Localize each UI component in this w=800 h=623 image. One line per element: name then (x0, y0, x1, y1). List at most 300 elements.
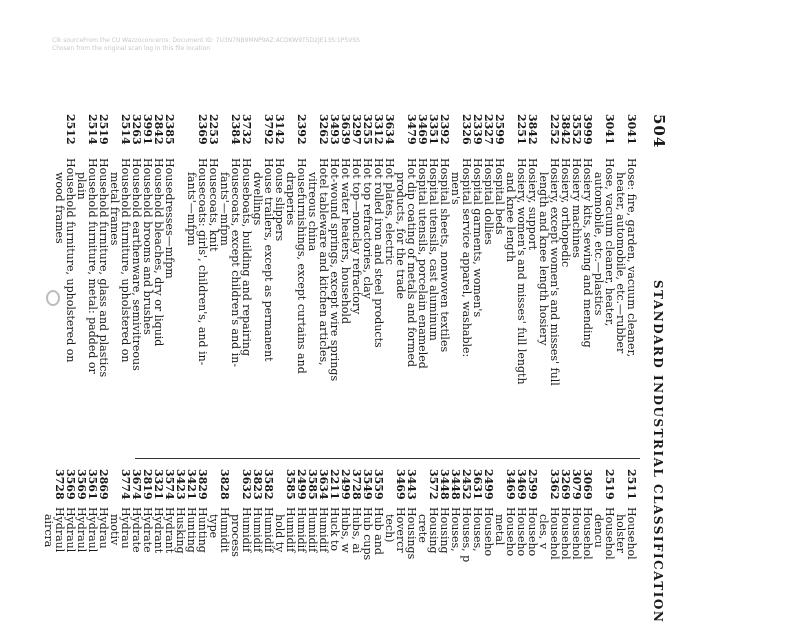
index-entry (65, 469, 76, 610)
index-entry (285, 114, 307, 449)
industry-title (274, 507, 285, 610)
title-line: fants'—mfpm (185, 158, 198, 246)
index-entry (153, 114, 164, 449)
title-line: Household furniture, upholstered on (119, 158, 132, 363)
title-line: Houses, (449, 507, 462, 552)
title-line: House trailers, except as permanent (262, 158, 275, 362)
sic-code: 3828 (218, 469, 231, 500)
industry-title (472, 507, 483, 610)
title-line: Hubs, ai (350, 507, 363, 554)
title-line: Househo (504, 507, 517, 557)
title-line: plain (75, 158, 88, 200)
sic-code: 3582 (262, 469, 275, 500)
index-entry (483, 469, 494, 610)
title-line: Hydrau (97, 507, 110, 549)
sic-code: 3469 (394, 469, 407, 500)
industry-title (153, 507, 164, 610)
index-entry (362, 114, 373, 449)
title-line: products, for the trade (394, 158, 407, 300)
industry-title (263, 507, 274, 610)
industry-title (560, 507, 571, 610)
title-line: draperies (284, 158, 297, 226)
sic-code: 3469 (504, 469, 517, 500)
index-entry (428, 114, 439, 449)
sic-code: 3552 (570, 114, 583, 145)
title-line: dwellings (251, 158, 264, 226)
title-line: Hospital dollies (482, 158, 495, 245)
index-entry (626, 469, 637, 610)
title-line: length and knee length hosiery (537, 158, 550, 346)
sic-code (417, 469, 428, 507)
sic-code: 2514 (86, 114, 99, 145)
sic-code (384, 469, 395, 507)
index-entry (417, 114, 428, 449)
title-line: Hovercr (394, 507, 407, 553)
title-line: wood frames (53, 158, 66, 244)
index-entry (351, 114, 362, 449)
sic-code: 2369 (196, 114, 209, 145)
industry-title (285, 507, 296, 610)
sic-code: 3774 (119, 469, 132, 500)
industry-title (538, 158, 560, 449)
sic-code: 3792 (262, 114, 275, 145)
sic-code: 3634 (383, 114, 396, 145)
sic-code: 2339 (471, 114, 484, 145)
index-entry (153, 469, 164, 610)
sic-code: 2511 (625, 469, 638, 500)
sic-code: 2519 (97, 114, 110, 145)
index-entry (439, 469, 450, 610)
sic-code: 3634 (317, 469, 330, 500)
industry-title (472, 158, 483, 449)
index-entry (384, 469, 395, 610)
title-line: Hydraul (53, 507, 66, 553)
index-entry (76, 469, 87, 610)
index-entry (604, 469, 615, 610)
sic-code: 2499 (339, 469, 352, 500)
industry-title (329, 158, 340, 449)
title-line: Houses, (471, 507, 484, 552)
title-line: Hydrate (130, 507, 143, 553)
industry-title (186, 507, 197, 610)
index-entry (241, 114, 252, 449)
index-entry (527, 114, 538, 449)
title-line: Househol (559, 507, 572, 560)
sic-code: 3632 (240, 469, 253, 500)
industry-title (615, 507, 626, 610)
sic-code: 3423 (174, 469, 187, 500)
index-entry (87, 469, 98, 610)
title-line: Huck to (328, 507, 341, 552)
sic-code: 3469 (515, 469, 528, 500)
sic-code: 3728 (350, 469, 363, 500)
industry-title (219, 158, 241, 449)
index-entry (472, 114, 483, 449)
industry-title (131, 507, 142, 610)
sic-code: 3041 (603, 114, 616, 145)
document-page (42, 114, 668, 623)
industry-title (461, 507, 472, 610)
sic-code: 2251 (515, 114, 528, 145)
sic-code: 3991 (141, 114, 154, 145)
index-entry (252, 114, 274, 449)
sic-code (538, 469, 549, 507)
sic-code: 3823 (251, 469, 264, 500)
industry-title (98, 158, 109, 449)
sic-code: 3479 (405, 114, 418, 145)
sic-code: 3631 (471, 469, 484, 500)
title-line: Housefurnishings, except curtains and (295, 158, 308, 374)
industry-title (516, 507, 527, 610)
title-line: Humidif (306, 507, 319, 553)
industry-title (329, 507, 340, 610)
industry-title (428, 507, 439, 610)
industry-title (43, 507, 54, 610)
industry-title (362, 158, 373, 449)
industry-title (285, 158, 307, 449)
index-entry (98, 114, 109, 449)
sic-code: 2392 (295, 114, 308, 145)
industry-title (483, 158, 494, 449)
sic-code: 2452 (460, 469, 473, 500)
index-entry (274, 469, 285, 610)
title-line: hold ty (273, 507, 286, 553)
index-entry (252, 469, 263, 610)
index-entry (98, 469, 109, 610)
industry-title (208, 158, 219, 449)
index-entry (505, 114, 527, 449)
title-line: tech) (383, 507, 396, 543)
title-line: Hospital utensils, porcelain enameled (416, 158, 429, 369)
index-entry (571, 469, 582, 610)
index-entry (494, 114, 505, 449)
title-line: Househo (526, 507, 539, 557)
scan-header-line: Clk sourceFrom the CU Wazzoconcerns: Document ID: 7U3N7NB9MNP9AZ:ACDKW9T5D2JE13S:1P5VSS (52, 37, 360, 44)
index-entry (395, 469, 406, 610)
title-line: Household furniture, upholstered on (64, 158, 77, 363)
sic-code: 2211 (328, 469, 341, 500)
sic-code: 3312 (372, 114, 385, 145)
title-line: Hospital service apparel, washable: (460, 158, 473, 358)
industry-title (439, 158, 450, 449)
sic-code: 3842 (559, 114, 572, 145)
industry-title (351, 158, 362, 449)
industry-title (450, 507, 461, 610)
index-entry (472, 469, 483, 610)
sic-code: 3351 (427, 114, 440, 145)
sic-code (593, 469, 604, 507)
industry-title (505, 507, 516, 610)
industry-title (87, 507, 98, 610)
sic-code: 3559 (372, 469, 385, 500)
index-entry (373, 469, 384, 610)
sic-code: 3263 (130, 114, 143, 145)
index-entry (329, 114, 340, 449)
index-entry (582, 114, 593, 449)
sic-code: 3493 (328, 114, 341, 145)
title-line: Hot water heaters, household (339, 158, 352, 324)
industry-title (406, 507, 417, 610)
index-entry (483, 114, 494, 449)
sic-code: 3674 (130, 469, 143, 500)
index-entry (615, 114, 637, 449)
industry-title (373, 158, 384, 449)
title-line: Humidif (295, 507, 308, 553)
title-line: Household furniture, glass and plastics (97, 158, 110, 378)
title-line: Hospital garments, women's (471, 158, 484, 318)
index-entry (538, 114, 560, 449)
industry-title (241, 507, 252, 610)
scan-header (52, 37, 532, 53)
title-line: Humidif (251, 507, 264, 553)
index-entry (76, 114, 98, 449)
title-line: Hospital beds (493, 158, 506, 235)
industry-title (65, 507, 76, 610)
industry-title (395, 507, 406, 610)
industry-title (571, 158, 582, 449)
title-line: Hubs, w (339, 507, 352, 553)
sic-code: 2326 (460, 114, 473, 145)
title-line: metal (493, 507, 506, 546)
index-entry (593, 114, 615, 449)
title-line: House slippers (273, 158, 286, 242)
index-entry (109, 114, 131, 449)
title-line: Household brooms and brushes (141, 158, 154, 335)
title-line: metal frames (108, 158, 121, 246)
sic-code: 2599 (526, 469, 539, 500)
sic-code: 2869 (97, 469, 110, 500)
sic-code: 3469 (416, 114, 429, 145)
industry-title (505, 158, 527, 449)
title-line: Hosiery, support (526, 158, 539, 251)
index-entry (208, 469, 219, 610)
sic-code: 2499 (295, 469, 308, 500)
title-line: Househol (581, 507, 594, 560)
industry-title (219, 507, 230, 610)
title-line: Hosiery, except women's and misses' full (548, 158, 561, 386)
sic-code: 3269 (559, 469, 572, 500)
industry-title (76, 158, 98, 449)
industry-title (395, 158, 417, 449)
title-line: Humidit (218, 507, 231, 553)
industry-title (252, 507, 263, 610)
title-line: Hydraul (64, 507, 77, 553)
industry-title (131, 158, 142, 449)
title-line: Househo (515, 507, 528, 557)
sic-code (494, 469, 505, 507)
sic-code (615, 469, 626, 507)
sic-code: 3443 (405, 469, 418, 500)
sic-code: 3448 (449, 469, 462, 500)
industry-title (109, 158, 131, 449)
index-entry (560, 114, 571, 449)
industry-title (252, 158, 274, 449)
title-line: Hot dip coating of metals and formed (405, 158, 418, 368)
title-line: Hose: fire, garden, vacuum cleaner, (625, 158, 638, 358)
index-entry (362, 469, 373, 610)
sic-code: 3999 (581, 114, 594, 145)
column-divider (135, 458, 640, 459)
industry-title (208, 507, 219, 610)
sic-code: 2384 (229, 114, 242, 145)
index-entry (450, 469, 461, 610)
industry-title (164, 507, 175, 610)
industry-title (164, 158, 175, 449)
sic-code: 3639 (339, 114, 352, 145)
title-line: fants'—mfpm (218, 158, 231, 246)
sic-code (43, 469, 54, 507)
sic-code (230, 469, 241, 507)
title-line: Hot plates, electric (383, 158, 396, 265)
index-entry (351, 469, 362, 610)
title-line: process (229, 507, 242, 557)
index-entry (505, 469, 516, 610)
index-entry (230, 469, 241, 610)
sic-code: 3549 (361, 469, 374, 500)
index-entry (131, 469, 142, 610)
index-entry (241, 469, 252, 610)
industry-title (417, 158, 428, 449)
title-line: Hospital sheets, nonwoven textiles (438, 158, 451, 353)
title-line: Hub cups (361, 507, 374, 561)
page-number: 504 (650, 114, 668, 149)
index-entry (197, 469, 208, 610)
title-line: automobile, etc.—plastics (592, 158, 605, 316)
industry-title (351, 507, 362, 610)
sic-code: 2385 (163, 114, 176, 145)
industry-title (153, 158, 164, 449)
industry-title (560, 158, 571, 449)
index-entry (208, 114, 219, 449)
title-line: Hot top—nonclay refractory (350, 158, 363, 315)
sic-code: 2327 (482, 114, 495, 145)
title-line: Hydrant (163, 507, 176, 554)
industry-title (494, 507, 505, 610)
sic-code: 3262 (317, 114, 330, 145)
sic-code: 3255 (361, 114, 374, 145)
index-entry (549, 469, 560, 610)
title-line: Household furniture, metal: padded or (86, 158, 99, 374)
industry-title (373, 507, 384, 610)
index-entry (373, 114, 384, 449)
sic-code: 3574 (163, 469, 176, 500)
title-line: Hydraul (86, 507, 99, 553)
title-line: vitreous china (306, 158, 319, 252)
industry-title (428, 158, 439, 449)
title-line: Househol (570, 507, 583, 560)
industry-title (142, 158, 153, 449)
industry-title (318, 507, 329, 610)
sic-code: 2512 (64, 114, 77, 145)
title-line: Housings (405, 507, 418, 560)
sic-code: 3297 (350, 114, 363, 145)
sic-code: 3079 (570, 469, 583, 500)
industry-title (571, 507, 582, 610)
sic-code: 3728 (53, 469, 66, 500)
index-entry (395, 114, 417, 449)
index-entry (164, 469, 175, 610)
title-line: Hotel tableware and kitchen articles, (317, 158, 330, 366)
sic-code: 3842 (526, 114, 539, 145)
index-entry (219, 469, 230, 610)
industry-title (307, 158, 329, 449)
title-line: Hydrate (141, 507, 154, 553)
title-line: Housing (427, 507, 440, 554)
index-entry (516, 469, 527, 610)
industry-title (593, 158, 615, 449)
index-entry (120, 469, 131, 610)
title-line: Hosiery, women's and misses' full length (515, 158, 528, 385)
industry-title (274, 158, 285, 449)
index-entry (527, 469, 538, 610)
industry-title (175, 507, 186, 610)
index-entry (142, 469, 153, 610)
title-line: Hospital utensils, cast aluminum (427, 158, 440, 341)
industry-title (450, 158, 472, 449)
sic-code: 2514 (119, 114, 132, 145)
title-line: Housecoats, except children's and in- (229, 158, 242, 368)
sic-code: 3069 (581, 469, 594, 500)
index-entry (340, 469, 351, 610)
index-entry (307, 469, 318, 610)
industry-title (197, 507, 208, 610)
sic-code: 2599 (493, 114, 506, 145)
title-line: Humidif (262, 507, 275, 553)
industry-title (494, 158, 505, 449)
title-line: type (207, 507, 220, 539)
sic-code: 3561 (86, 469, 99, 500)
sic-code: 3585 (306, 469, 319, 500)
right-index-column (43, 469, 637, 610)
sic-code: 2519 (603, 469, 616, 500)
sic-code: 2392 (438, 114, 451, 145)
title-line: Hunting (196, 507, 209, 553)
title-line: Househol (625, 507, 638, 560)
title-line: Houses, p (460, 507, 473, 563)
industry-title (362, 507, 373, 610)
industry-title (296, 507, 307, 610)
title-line: and knee length (504, 158, 517, 263)
title-line: Household earthenware, semivitreous (130, 158, 143, 371)
index-entry (54, 114, 76, 449)
title-line: motiv (108, 507, 121, 546)
index-entry (318, 469, 329, 610)
index-entry (417, 469, 428, 610)
index-entry (186, 469, 197, 610)
title-line: cles, v (537, 507, 550, 550)
index-entry (571, 114, 582, 449)
sic-code: 2499 (482, 469, 495, 500)
title-line: Housecoats: girls', children's, and in- (196, 158, 209, 366)
index-entry (131, 114, 142, 449)
industry-title (340, 158, 351, 449)
index-entry (164, 114, 175, 449)
sic-code: 3732 (240, 114, 253, 145)
industry-title (582, 158, 593, 449)
index-entry (285, 469, 296, 610)
sic-code: 3142 (273, 114, 286, 145)
sic-code: 3421 (185, 469, 198, 500)
title-line: aircra (42, 507, 55, 548)
industry-title (307, 507, 318, 610)
index-entry (296, 469, 307, 610)
index-entry (274, 114, 285, 449)
index-entry (461, 469, 472, 610)
title-line: Househo (482, 507, 495, 557)
title-line: Humidif (317, 507, 330, 553)
title-line: Hosiery kits, sewing and mending (581, 158, 594, 348)
index-entry (175, 469, 186, 610)
